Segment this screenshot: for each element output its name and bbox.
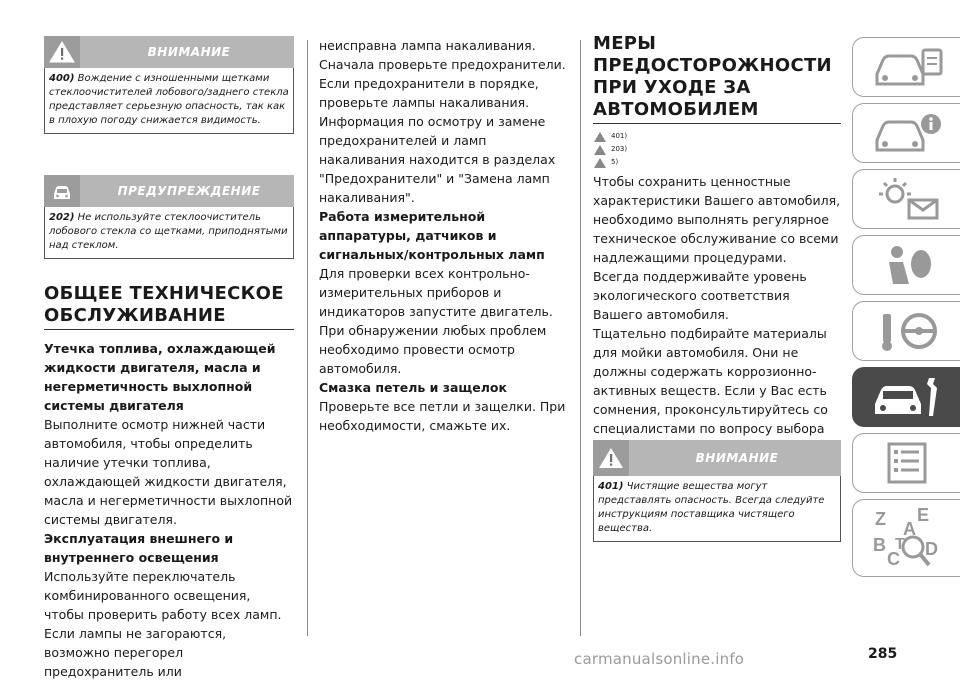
caution-title: ПРЕДУПРЕЖДЕНИЕ (117, 184, 261, 198)
caution-body (44, 207, 294, 259)
tab-car-info[interactable] (852, 37, 960, 97)
warning-text: Вождение с изношенными щетками стеклоочистителей лобового/заднего стекла представляет серьезную опасность, так как в плохую погоду снижается видимость. (49, 73, 289, 126)
lights-message-icon (867, 176, 947, 222)
subheading-lighting: Эксплуатация внешнего и внутреннего освещения (44, 531, 234, 565)
svg-text:D: D (924, 539, 938, 559)
tab-key-steering-wheel[interactable] (852, 301, 960, 361)
car-i-icon (867, 110, 947, 156)
warning-body (44, 68, 294, 134)
subheading-leaks: Утечка топлива, охлаждающей жидкости двигателя, масла и негерметичность выхлопной системы двигателя (44, 341, 276, 413)
column-2-text (319, 36, 571, 435)
warning-title: ВНИМАНИЕ (147, 45, 231, 59)
column-3-text (593, 33, 841, 457)
column-1-text (44, 283, 294, 681)
caution-text: Не используйте стеклоочиститель лобового стекла со щетками, приподнятыми над стеклом. (49, 212, 288, 251)
tab-lights-message[interactable] (852, 169, 960, 229)
subheading-instruments: Работа измерительной аппаратуры, датчиков и сигнальных/контрольных ламп (319, 209, 545, 262)
warning-header (44, 36, 294, 68)
subheading-hinges: Смазка петель и защелок (319, 380, 507, 395)
reference-warning: 401) (593, 130, 841, 143)
caution-number: 202) (49, 212, 75, 223)
paragraph-leaks: Выполните осмотр нижней части автомобиля, чтобы определить наличие утечки топлива, охлаждающей жидкости двигателя, масла и негерметичности выхлопной системы двигателя. (44, 417, 293, 527)
airbag-person-icon (867, 242, 947, 288)
list-icon (867, 440, 947, 486)
tab-airbag-person[interactable] (852, 235, 960, 295)
warning-box-400 (44, 36, 294, 134)
tab-alphabet-index[interactable] (852, 499, 960, 577)
column-divider (307, 40, 308, 636)
warning-text: Чистящие вещества могут представлять опасность. Всегда следуйте инструкциям поставщика чистящего вещества. (598, 481, 825, 534)
tab-car-i[interactable] (852, 103, 960, 163)
warning-box-401 (593, 440, 841, 542)
alphabet-index-icon (865, 503, 949, 573)
reference-list (593, 130, 841, 169)
column-divider (580, 40, 581, 636)
reference-caution: 203) (593, 143, 841, 156)
warning-header (593, 440, 841, 476)
environment-icon (593, 157, 607, 169)
warning-triangle-icon (44, 36, 80, 68)
paragraph-instruments: Для проверки всех контрольно-измерительных приборов и индикаторов запустите двигатель. При обнаружении любых проблем необходимо провести осмотр автомобиля. (319, 266, 553, 376)
paragraph-value: Чтобы сохранить ценностные характеристики Вашего автомобиля, необходимо выполнять регулярное техническое обслуживание со всеми надлежащими процедурами. (593, 174, 841, 265)
svg-text:C: C (886, 549, 900, 569)
section-heading-general-maintenance: ОБЩЕЕ ТЕХНИЧЕСКОЕ ОБСЛУЖИВАНИЕ (44, 283, 284, 326)
warning-body (593, 476, 841, 542)
warning-number: 400) (49, 73, 75, 84)
warning-triangle-icon (593, 131, 607, 143)
key-steering-wheel-icon (867, 308, 947, 354)
caution-header (44, 175, 294, 207)
svg-text:T: T (894, 536, 905, 553)
car-caution-icon (593, 144, 607, 156)
caution-box-202 (44, 175, 294, 259)
tab-car-wrench[interactable] (852, 367, 960, 427)
tab-list[interactable] (852, 433, 960, 493)
svg-text:Z: Z (874, 509, 886, 529)
car-caution-icon (44, 175, 80, 207)
warning-number: 401) (598, 481, 624, 492)
svg-text:A: A (902, 519, 916, 539)
warning-title: ВНИМАНИЕ (695, 451, 779, 465)
section-heading-care-precautions: МЕРЫ ПРЕДОСТОРОЖНОСТИ ПРИ УХОДЕ ЗА АВТОМОБИЛЕМ (593, 33, 832, 120)
heading-rule (44, 329, 294, 330)
page-number: 285 (868, 646, 898, 662)
paragraph-lighting: Используйте переключатель комбинированного освещения, чтобы проверить работу всех ламп. Если лампы не загораются, возможно перегорел предохранитель или (44, 569, 282, 679)
svg-text:B: B (872, 535, 886, 555)
car-info-icon (867, 44, 947, 90)
reference-environment: 5) (593, 156, 841, 169)
paragraph-materials: Тщательно подбирайте материалы для мойки автомобиля. Они не должны содержать коррозионно-активных веществ. Если у Вас есть сомнения, проконсультируйтесь со специалистами по вопросу выбора (593, 326, 828, 436)
paragraph-environment: Всегда поддерживайте уровень экологического соответствия Вашего автомобиля. (593, 269, 807, 322)
heading-rule (593, 123, 841, 124)
paragraph-fuses: неисправна лампа накаливания. Сначала проверьте предохранители. Если предохранители в порядке, проверьте лампы накаливания. Информация по осмотру и замене предохранителей и ламп накаливания находится в разделах "Предохранители" и "Замена ламп накаливания". (319, 38, 566, 205)
paragraph-hinges: Проверьте все петли и защелки. При необходимости, смажьте их. (319, 399, 566, 433)
watermark: carmanualsonline.info (574, 650, 745, 668)
warning-triangle-icon (593, 440, 629, 476)
car-wrench-icon (867, 374, 947, 420)
svg-text:E: E (916, 505, 929, 525)
